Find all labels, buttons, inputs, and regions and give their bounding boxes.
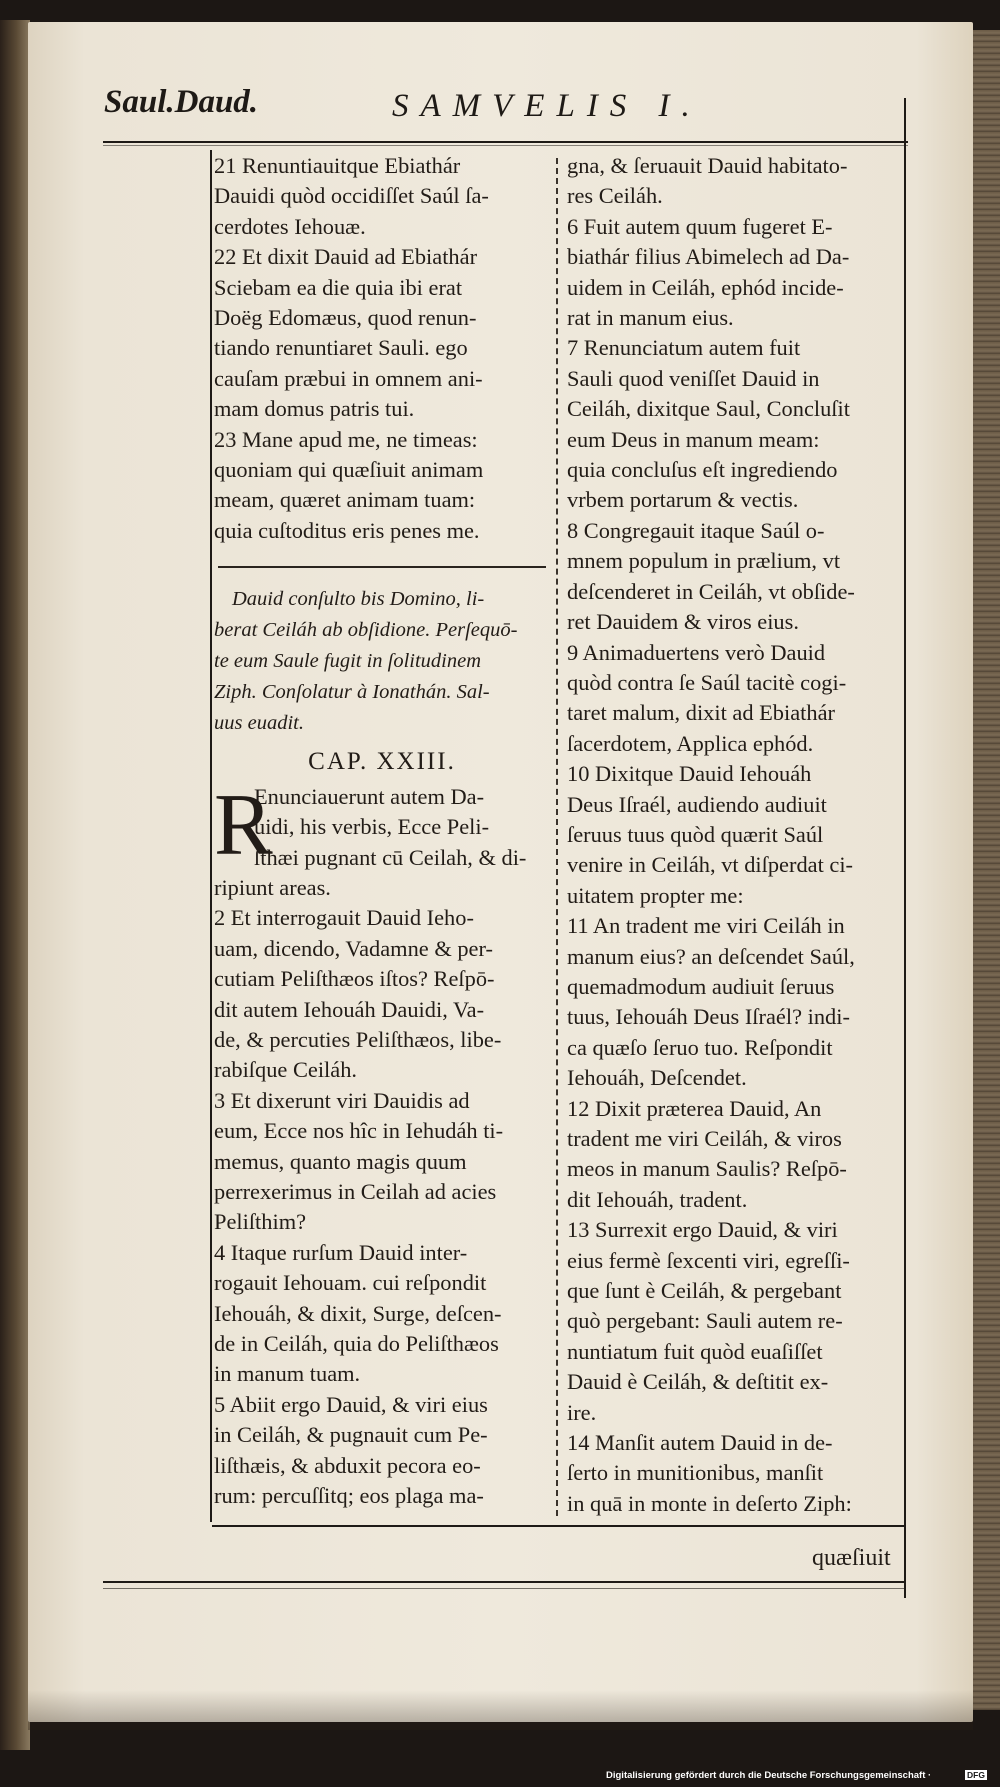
text-line: perrexerimus in Ceilah ad acies xyxy=(214,1178,497,1204)
text-line: Deus Iſraél, audiendo audiuit xyxy=(567,791,827,817)
text-line: vrbem portarum & vectis. xyxy=(567,487,799,513)
text-line: uus euadit. xyxy=(214,712,304,735)
text-line: que ſunt è Ceiláh, & pergebant xyxy=(567,1278,842,1304)
text-line: memus, quanto magis quum xyxy=(214,1148,467,1174)
summary-rule xyxy=(218,566,546,568)
text-line: in quā in monte in deſerto Ziph: xyxy=(567,1490,852,1516)
text-line: 11 An tradent me viri Ceiláh in xyxy=(567,913,845,939)
text-line: Ceiláh, dixitque Saul, Concluſit xyxy=(567,396,850,422)
frame-left-rule xyxy=(210,150,212,1522)
text-line: quòd contra ſe Saúl tacitè cogi- xyxy=(567,669,847,695)
digitization-notice: Digitalisierung gefördert durch die Deutsche Forschungsgemeinschaft · xyxy=(606,1770,932,1781)
dropcap-letter: R xyxy=(214,776,273,874)
column-foot-rule xyxy=(212,1525,904,1527)
text-line: cerdotes Iehouæ. xyxy=(214,213,366,239)
text-line: cauſam præbui in omnem ani- xyxy=(214,365,483,391)
text-line: in Ceiláh, & pugnauit cum Pe- xyxy=(214,1422,488,1448)
text-line: manum eius? an deſcendet Saúl, xyxy=(567,943,855,969)
text-line: 2 Et interrogauit Dauid Ieho- xyxy=(214,905,474,931)
verses-top xyxy=(214,151,550,546)
text-line: Dauid conſulto bis Domino, li- xyxy=(232,588,485,611)
text-line: eum, Ecce nos hîc in Iehudáh ti- xyxy=(214,1118,504,1144)
text-line: 3 Et dixerunt viri Dauidis ad xyxy=(214,1087,470,1113)
text-line: de, & percuties Peliſthæos, libe- xyxy=(214,1026,502,1052)
text-line: gna, & ſeruauit Dauid habitato- xyxy=(567,153,848,178)
text-line: te eum Saule fugit in ſolitudinem xyxy=(214,650,482,673)
text-line: rogauit Iehouam. cui reſpondit xyxy=(214,1270,487,1296)
text-line: cutiam Peliſthæos iſtos? Reſpō- xyxy=(214,966,495,992)
dfg-logo: DFG xyxy=(967,1770,985,1780)
text-line: quò pergebant: Sauli autem re- xyxy=(567,1308,843,1334)
text-line: liſthæis, & abduxit pecora eo- xyxy=(214,1452,481,1478)
text-line: Dauid è Ceiláh, & deſtitit ex- xyxy=(567,1369,829,1395)
text-line: Iehouáh, & dixit, Surge, deſcen- xyxy=(214,1300,502,1326)
text-line: taret malum, dixit ad Ebiathár xyxy=(567,700,835,726)
bottom-rule xyxy=(103,1581,904,1583)
text-line: mnem populum in prælium, vt xyxy=(567,548,841,574)
text-line: res Ceiláh. xyxy=(567,183,663,209)
text-line: ire. xyxy=(567,1399,597,1425)
book-binding xyxy=(0,20,30,1750)
header-rule xyxy=(103,141,908,143)
text-line: meam, quæret animam tuam: xyxy=(214,487,476,513)
text-line: meos in manum Saulis? Reſpō- xyxy=(567,1156,847,1182)
text-line: nuntiatum fuit quòd euaſiſſet xyxy=(567,1338,823,1364)
text-line: eum Deus in manum meam: xyxy=(567,426,820,452)
text-line: 10 Dixitque Dauid Iehouáh xyxy=(567,761,812,787)
text-line: ca quæſo ſeruo tuo. Reſpondit xyxy=(567,1034,833,1060)
text-line: ſeruus tuus quòd quærit Saúl xyxy=(567,821,824,847)
text-line: Iehouáh, Deſcendet. xyxy=(567,1065,747,1091)
text-line: tuus, Iehouáh Deus Iſraél? indi- xyxy=(567,1004,850,1030)
text-line: rum: percuſſitq; eos plaga ma- xyxy=(214,1483,484,1509)
header-rule-thin xyxy=(103,145,908,146)
bottom-rule-thin xyxy=(103,1588,904,1589)
text-line: dit autem Iehouáh Dauidi, Va- xyxy=(214,996,485,1022)
text-line: ret Dauidem & viros eius. xyxy=(567,609,799,635)
text-line: 23 Mane apud me, ne timeas: xyxy=(214,426,478,452)
text-line: 6 Fuit autem quum fugeret E- xyxy=(567,213,833,239)
running-head-title: SAMVELIS I. xyxy=(392,88,702,124)
column-divider xyxy=(556,158,558,1516)
text-line: 14 Manſit autem Dauid in de- xyxy=(567,1430,833,1456)
text-line: 13 Surrexit ergo Dauid, & viri xyxy=(567,1217,838,1243)
page-shadow xyxy=(28,1690,973,1730)
text-line: eius fermè ſexcenti viri, egreſſi- xyxy=(567,1247,850,1273)
text-line: 21 Renuntiauitque Ebiathár xyxy=(214,153,461,178)
chapter-heading: CAP. XXIII. xyxy=(308,748,456,776)
catchword: quæſiuit xyxy=(812,1545,891,1571)
text-line: Dauidi quòd occidiſſet Saúl ſa- xyxy=(214,183,489,209)
text-line: 8 Congregauit itaque Saúl o- xyxy=(567,517,825,543)
text-line: 22 Et dixit Dauid ad Ebiathár xyxy=(214,244,478,270)
text-line: rabiſque Ceiláh. xyxy=(214,1057,358,1083)
text-line: venire in Ceiláh, vt diſperdat ci- xyxy=(567,852,854,878)
text-line: uidem in Ceiláh, ephód incide- xyxy=(567,274,844,300)
text-line: deſcenderet in Ceiláh, vt obſide- xyxy=(567,578,855,604)
frame-right-rule xyxy=(904,98,906,1598)
text-line: dit Iehouáh, tradent. xyxy=(567,1186,748,1212)
text-line: mam domus patris tui. xyxy=(214,396,415,422)
text-line: quia cuſtoditus eris penes me. xyxy=(214,517,480,543)
verses-bottom xyxy=(214,873,550,1512)
text-line: ſthæi pugnant cū Ceilah, & di- xyxy=(254,844,527,870)
text-line: tiando renuntiaret Sauli. ego xyxy=(214,335,468,361)
text-line: Peliſthim? xyxy=(214,1209,307,1235)
dropcap-block xyxy=(214,776,550,874)
text-line: uidi, his verbis, Ecce Peli- xyxy=(254,814,490,840)
text-line: 7 Renunciatum autem fuit xyxy=(567,335,801,361)
running-head-left: Saul.Daud. xyxy=(104,84,259,120)
text-line: quoniam qui quæſiuit animam xyxy=(214,457,484,483)
text-line: uitatem propter me: xyxy=(567,882,744,908)
chapter-summary xyxy=(214,584,550,739)
right-column-text xyxy=(567,151,901,1519)
text-line: Enunciauerunt autem Da- xyxy=(254,783,485,809)
text-line: 5 Abiit ergo Dauid, & viri eius xyxy=(214,1391,488,1417)
right-column xyxy=(567,151,901,1519)
text-line: Ziph. Conſolatur à Ionathán. Sal- xyxy=(214,681,490,704)
text-line: uam, dicendo, Vadamne & per- xyxy=(214,935,493,961)
text-line: Sauli quod veniſſet Dauid in xyxy=(567,365,820,391)
text-line: berat Ceiláh ab obſidione. Perſequō- xyxy=(214,619,518,642)
text-line: 12 Dixit præterea Dauid, An xyxy=(567,1095,822,1121)
text-line: ſacerdotem, Applica ephód. xyxy=(567,730,814,756)
text-line: ſerto in munitionibus, manſit xyxy=(567,1460,824,1486)
text-line: 9 Animaduertens verò Dauid xyxy=(567,639,826,665)
text-line: Doëg Edomæus, quod renun- xyxy=(214,305,477,331)
text-line: tradent me viri Ceiláh, & viros xyxy=(567,1126,842,1151)
text-line: rat in manum eius. xyxy=(567,305,734,331)
text-line: 4 Itaque rurſum Dauid inter- xyxy=(214,1239,468,1265)
text-line: in manum tuam. xyxy=(214,1361,361,1387)
text-line: ripiunt areas. xyxy=(214,874,331,900)
text-line: biathár filius Abimelech ad Da- xyxy=(567,244,850,270)
text-line: quemadmodum audiuit ſeruus xyxy=(567,973,835,999)
text-line: quia concluſus eſt ingrediendo xyxy=(567,457,838,483)
text-line: de in Ceiláh, quia do Peliſthæos xyxy=(214,1331,499,1356)
left-column xyxy=(214,151,550,1511)
text-line: Sciebam ea die quia ibi erat xyxy=(214,274,463,300)
